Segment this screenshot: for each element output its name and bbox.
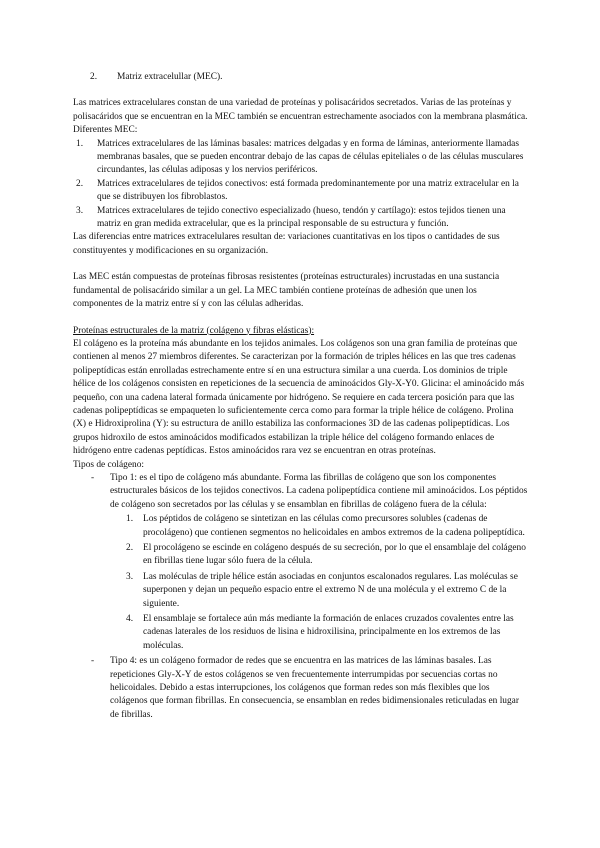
- differences-paragraph: Las diferencias entre matrices extracelulares resultan de: variaciones cuantitativas en los tipos o cantidades de sus constituyentes y modificaciones en su organización.: [73, 232, 500, 256]
- spacer: [73, 84, 528, 97]
- list-item-number: 2.: [76, 178, 84, 189]
- step-number: 2.: [126, 543, 134, 553]
- spacer: [73, 258, 528, 271]
- collagen-type-text: Tipo 1: es el tipo de colágeno más abundante. Forma las fibrillas de colágeno que son los componentes estructurales básicos de los tejidos conectivos. La cadena polipeptídica contiene mil aminoácidos. Los péptidos de colágeno son secretados por las células y se ensamblan en fibrillas de colágeno fuera de la célula:: [110, 472, 528, 510]
- list-item-text: Matrices extracelulares de tejidos conectivos: está formada predominantemente por una matriz extracelular en la que se distribuyen los fibroblastos.: [97, 178, 519, 203]
- step-text: Los péptidos de colágeno se sintetizan en las células como precursores solubles (cadenas de procolágeno) que contienen segmentos no helicoidales en ambos extremos de la cadena polipeptídica.: [143, 514, 525, 538]
- bullet-dash: -: [91, 472, 95, 483]
- collagen-type-item: [73, 655, 528, 722]
- spacer: [73, 312, 528, 325]
- intro-paragraph: Las matrices extracelulares constan de una variedad de proteínas y polisacáridos secretados. Varias de las proteínas y polisacáridos que se encuentran en la MEC también se encuentran estrechamente asociados con la membrana plasmática. Diferentes MEC:: [73, 98, 528, 136]
- step-item: [73, 542, 528, 569]
- document-page: [73, 71, 528, 722]
- step-number: 4.: [126, 614, 134, 625]
- step-text: El ensamblaje se fortalece aún más mediante la formación de enlaces cruzados covalentes entre las cadenas laterales de los residuos de lisina e hidroxilisina, principalmente en los extremos de las moléculas.: [143, 614, 514, 651]
- structural-proteins-heading: Proteínas estructurales de la matriz (colágeno y fibras elásticas):: [73, 325, 315, 336]
- list-item: [73, 178, 528, 205]
- collagen-paragraph: El colágeno es la proteína más abundante en los tejidos animales. Los colágenos son una gran familia de proteínas que contienen al menos 27 miembros diferentes. Se caracterizan por la formación de triples hélices en las que tres cadenas polipeptídicas están enrolladas estrechamente entre sí en una estructura similar a una cuerda. Los dominios de triple hélice de los colágenos consisten en repeticiones de la secuencia de aminoácidos Gly-X-Y0. Glicina: el aminoácido más pequeño, con una cadena lateral formada únicamente por hidrógeno. Se requiere en cada tercera posición para que las cadenas polipeptídicas se empaqueten lo suficientemente cerca como para formar la triple hélice de colágeno. Prolina (X) e Hidroxiprolina (Y): su estructura de anillo estabiliza las conformaciones 3D de las cadenas polipeptídicas. Los grupos hidroxilo de estos aminoácidos modificados estabilizan la triple hélice del colágeno formando enlaces de hidrógeno entre cadenas peptídicas. Estos aminoácidos rara vez se encuentran en otras proteínas.: [73, 338, 525, 457]
- section-title: Matriz extracelullar (MEC).: [117, 72, 223, 82]
- mec-types-list: [73, 138, 528, 232]
- list-item-text: Matrices extracelulares de tejido conectivo especializado (hueso, tendón y cartílago): estos tejidos tienen una matriz en gran medida extracelular, que es la principal responsable de su estructura y función.: [97, 205, 506, 230]
- step-item: [73, 613, 528, 653]
- collagen-assembly-steps: [73, 513, 528, 653]
- collagen-type-item: [73, 472, 528, 512]
- composition-paragraph: Las MEC están compuestas de proteínas fibrosas resistentes (proteínas estructurales) incrustadas en una sustancia fundamental de polisacárido similar a un gel. La MEC también contiene proteínas de adhesión que unen los componentes de la matriz entre sí y con las células adheridas.: [73, 272, 500, 310]
- step-number: 3.: [126, 571, 134, 582]
- list-item: [73, 138, 528, 178]
- collagen-types-label: Tipos de colágeno:: [73, 459, 145, 470]
- section-heading: [73, 71, 528, 84]
- list-item-number: 3.: [76, 205, 84, 216]
- step-text: Las moléculas de triple hélice están asociadas en conjuntos escalonados regulares. Las moléculas se superponen y dejan un pequeño espacio entre el extremo N de una molécula y el extremo C de la siguiente.: [143, 571, 518, 609]
- list-item-text: Matrices extracelulares de las láminas basales: matrices delgadas y en forma de láminas, anteriormente llamadas membranas basales, que se pueden encontrar debajo de las capas de células epiteliales o de las células musculares circundantes, las células adiposas y los nervios periféricos.: [97, 138, 524, 176]
- step-item: [73, 513, 528, 540]
- list-item-number: 1.: [76, 138, 84, 149]
- step-text: El procolágeno se escinde en colágeno después de su secreción, por lo que el ensamblaje del colágeno en fibrillas tiene lugar sólo fuera de la célula.: [143, 543, 526, 567]
- step-item: [73, 571, 528, 611]
- step-number: 1.: [126, 514, 134, 525]
- bullet-dash: -: [91, 656, 95, 667]
- list-item: [73, 205, 528, 232]
- section-number: 2.: [90, 72, 98, 82]
- collagen-type-text: Tipo 4: es un colágeno formador de redes que se encuentra en las matrices de las láminas basales. Las repeticiones Gly-X-Y de estos colágenos se ven frecuentemente interrumpidas por secuencias cortas no helicoidales. Debido a estas interrupciones, los colágenos que forman redes son más flexibles que los colágenos que forman fibrillas. En consecuencia, se ensamblan en redes bidimensionales reticuladas en lugar de fibrillas.: [110, 656, 519, 720]
